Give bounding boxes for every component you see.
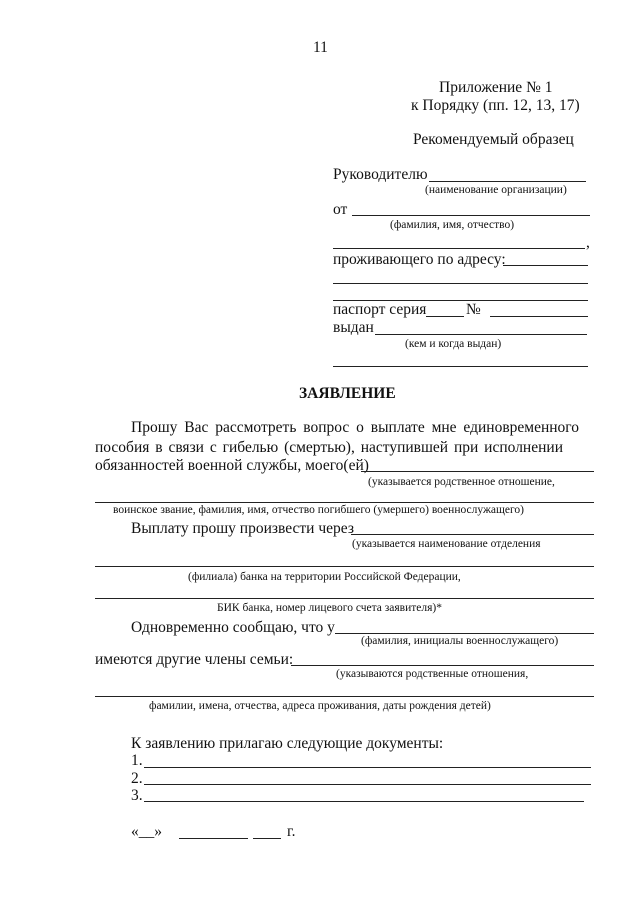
also-label: Одновременно сообщаю, что у [131,619,335,636]
passport-series-line[interactable] [426,316,464,317]
page-number: 11 [313,39,328,56]
issued-caption: (кем и когда выдан) [405,338,502,350]
family-label: имеются другие члены семьи: [95,651,294,668]
attachments-label: К заявлению прилагаю следующие документы: [131,735,444,752]
relation-caption: (указывается родственное отношение, [368,476,555,488]
soldier-caption: (фамилия, инициалы военнослужащего) [361,635,559,647]
branch-caption: (указывается наименование отделения [352,538,541,550]
to-label: Руководителю [333,166,428,183]
attachment-number-1: 1. [131,752,143,769]
appendix-label: Приложение № 1 [439,79,553,96]
fio-continuation-line[interactable] [333,248,585,249]
deceased-caption: воинское звание, фамилия, имя, отчество погибшего (умершего) военнослужащего) [113,504,524,516]
paragraph-line-3: обязанностей военной службы, моего(ей) [95,457,369,474]
payment-line[interactable] [351,534,594,535]
soldier-line[interactable] [335,633,594,634]
document-title: ЗАЯВЛЕНИЕ [299,385,396,402]
family-caption-1: (указываются родственные отношения, [336,668,529,680]
attachment-number-2: 2. [131,770,143,787]
relation-line[interactable] [361,471,594,472]
fio-caption: (фамилия, имя, отчество) [390,219,515,231]
paragraph-line-2: пособия в связи с гибелью (смертью), наступившей при исполнении [95,439,563,456]
attachment-line-2[interactable] [144,784,591,785]
passport-series-label: паспорт серия [333,301,427,318]
attachment-number-3: 3. [131,787,143,804]
address-label: проживающего по адресу: [333,251,506,268]
date-year-line[interactable] [253,838,281,839]
address-line-2[interactable] [333,283,588,284]
organization-line[interactable] [429,181,586,182]
issued-label: выдан [333,319,374,336]
paragraph-line-1: Прошу Вас рассмотреть вопрос о выплате мне единовременного [131,419,580,436]
year-suffix: г. [287,823,296,840]
comma: , [586,234,590,251]
bank-line[interactable] [95,566,594,567]
address-line-1[interactable] [503,265,588,266]
date-day: «__» [131,823,162,840]
attachment-line-3[interactable] [144,801,584,802]
issued-line-2[interactable] [333,366,588,367]
sample-label: Рекомендуемый образец [413,131,574,148]
attachment-line-1[interactable] [144,767,591,768]
deceased-line[interactable] [95,502,594,503]
issued-line[interactable] [375,334,587,335]
family-line-2[interactable] [95,696,594,697]
from-label: от [333,201,348,218]
passport-number-line[interactable] [490,316,588,317]
family-caption-2: фамилии, имена, отчества, адреса проживания, даты рождения детей) [149,700,491,712]
family-line[interactable] [291,665,594,666]
order-reference: к Порядку (пп. 12, 13, 17) [411,97,580,114]
organization-caption: (наименование организации) [425,184,567,196]
from-line[interactable] [352,215,590,216]
payment-label: Выплату прошу произвести через [131,520,354,537]
date-month-line[interactable] [179,838,248,839]
passport-number-label: № [466,301,481,318]
bik-line[interactable] [95,598,594,599]
bank-caption: (филиала) банка на территории Российской Федерации, [188,571,461,583]
bik-caption: БИК банка, номер лицевого счета заявителя)* [217,602,442,614]
